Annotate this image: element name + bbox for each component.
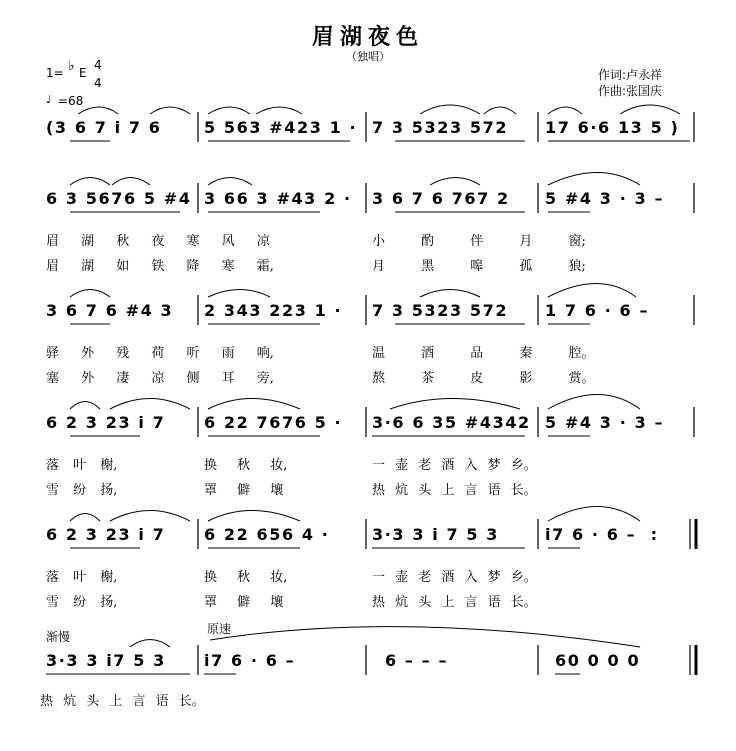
lyric-4-verse-2-a: 雪 纷 扬, [46,483,118,498]
lyric-5-verse-2-a: 雪 纷 扬, [46,595,118,610]
song-subtitle: （独唱） [346,50,390,63]
lyricist-credit: 作词:卢永祥 [598,68,663,82]
lyric-3-verse-1-b: 温 酒 品 秦 腔。 [372,346,595,361]
composer-credit: 作曲:张国庆 [598,84,663,98]
tempo-marking: =68 [58,94,84,108]
tempo-note-icon: ♩ [46,93,52,106]
lyric-3-verse-2-a: 塞 外 凄 凉 侧 耳 旁, [46,371,274,386]
measure-6-3: 6 – – – [385,651,449,670]
measure-3-1: 3 6 7 6 #4 3 [46,301,174,320]
measure-5-1: 6 2 3 23 i 7 [46,525,166,544]
lyric-5-verse-1-b: 换 秋 妆, [204,570,288,585]
lyric-4-verse-1-b: 换 秋 妆, [204,458,288,473]
lyric-4-verse-1-c: 一 壶 老 酒 入 梦 乡。 [372,458,537,473]
measure-4-4: 5 #4 3 · 3 – [545,413,665,432]
lyric-2-verse-1-b: 小 酌 伴 月 窗; [372,234,586,249]
time-signature-bottom: 4 [94,76,102,90]
bar-lines [198,112,694,675]
measure-4-3: 3·6 6 35 #4342 [372,413,531,432]
measure-2-2: 3 66 3 #43 2 · [204,189,352,208]
measure-5-3: 3·3 3 i 7 5 3 [372,525,500,544]
measure-6-2: i7 6 · 6 – [204,651,296,670]
ritardando-marking: 渐慢 [46,630,71,644]
lyric-3-verse-1-a: 驿 外 残 荷 听 雨 响, [46,346,274,361]
lyric-4-verse-1-a: 落 叶 榭, [46,458,118,473]
measure-1-3: 7 3 5323 572 [372,118,509,137]
lyric-5-verse-1-a: 落 叶 榭, [46,570,118,585]
measure-3-4: 1 7 6 · 6 – [545,301,650,320]
key-prefix: 1= [46,66,64,80]
measure-1-2: 5 563 #423 1 · [204,118,358,137]
lyric-3-verse-2-b: 熬 茶 皮 影 赏。 [372,371,595,386]
lyric-2-verse-2-a: 眉 湖 如 铁 降 寒 霜, [46,259,274,274]
beams [46,141,690,674]
measure-6-4: 60 0 0 0 [555,651,641,670]
measure-2-1: 6 3 5676 5 #4 [46,189,192,208]
lyric-5-verse-2-b: 罩 僻 壤 [204,595,284,610]
flat-sign: ♭ [68,58,75,74]
measure-1-4: 17 6·6 13 5 ) [545,118,680,137]
measure-3-2: 2 343 223 1 · [204,301,343,320]
measure-5-2: 6 22 656 4 · [204,525,330,544]
measure-2-4: 5 #4 3 · 3 – [545,189,665,208]
key-letter: E [79,66,87,80]
measure-2-3: 3 6 7 6 767 2 [372,189,510,208]
a-tempo-marking: 原速 [207,622,232,636]
lyric-6-verse-1: 热 炕 头 上 言 语 长。 [40,694,205,709]
lyric-4-verse-2-b: 罩 僻 壤 [204,483,284,498]
time-signature-top: 4 [94,58,102,72]
measure-4-1: 6 2 3 23 i 7 [46,413,166,432]
measure-4-2: 6 22 7676 5 · [204,413,343,432]
song-title: 眉湖夜色 [311,24,424,50]
lyric-5-verse-1-c: 一 壶 老 酒 入 梦 乡。 [372,570,537,585]
measure-1-1: (3 6 7 i 7 6 [46,118,162,137]
lyric-2-verse-2-b: 月 黑 嗥 孤 狼; [372,259,586,274]
lyric-4-verse-2-c: 热 炕 头 上 言 语 长。 [372,483,537,498]
measure-5-4: i7 6 · 6 – : [545,525,659,544]
lyric-2-verse-1-a: 眉 湖 秋 夜 寒 风 凉 [46,234,270,249]
lyric-5-verse-2-c: 热 炕 头 上 言 语 长。 [372,595,537,610]
measure-3-3: 7 3 5323 572 [372,301,509,320]
slurs [70,105,680,647]
measure-6-1: 3·3 3 i7 5 3 [46,651,166,670]
